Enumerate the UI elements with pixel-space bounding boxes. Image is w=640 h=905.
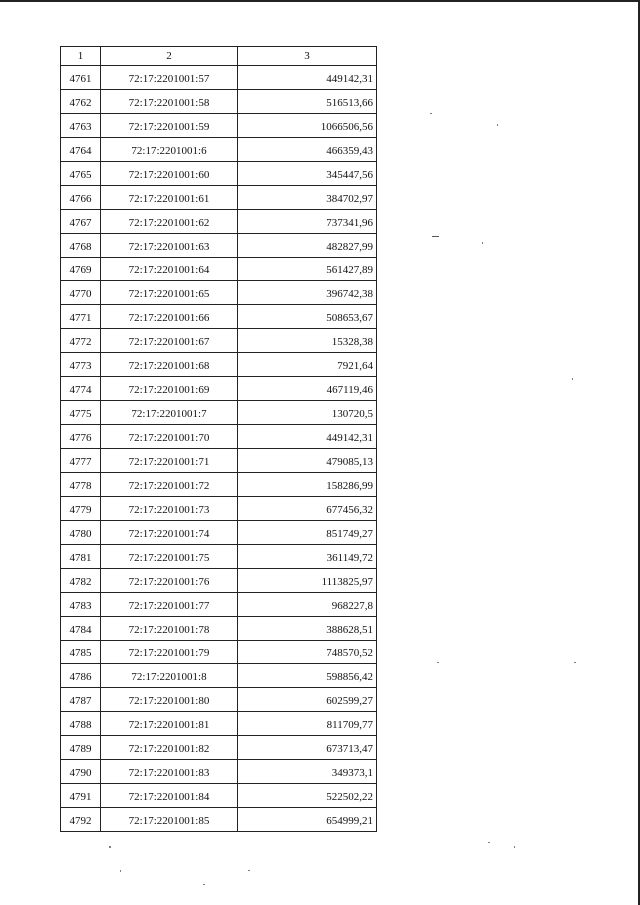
row-number-cell: 4787 [61, 688, 101, 712]
value-cell: 466359,43 [238, 137, 377, 161]
cadastral-number-cell: 72:17:2201001:57 [101, 66, 238, 90]
row-number-cell: 4779 [61, 496, 101, 520]
value-cell: 384702,97 [238, 185, 377, 209]
column-header-cadastral: 2 [101, 47, 238, 66]
row-number-cell: 4792 [61, 808, 101, 832]
scan-speck [248, 870, 250, 871]
row-number-cell: 4782 [61, 568, 101, 592]
scan-speck [572, 378, 573, 380]
table-row [61, 496, 377, 520]
cadastral-number-cell: 72:17:2201001:76 [101, 568, 238, 592]
value-cell: 851749,27 [238, 520, 377, 544]
value-cell: 673713,47 [238, 736, 377, 760]
table-row [61, 808, 377, 832]
table-row [61, 89, 377, 113]
scan-speck [574, 662, 576, 663]
value-cell: 345447,56 [238, 161, 377, 185]
table-row [61, 544, 377, 568]
row-number-cell: 4772 [61, 329, 101, 353]
row-number-cell: 4767 [61, 209, 101, 233]
scan-speck [514, 846, 515, 848]
value-cell: 811709,77 [238, 712, 377, 736]
row-number-cell: 4781 [61, 544, 101, 568]
scan-speck [432, 236, 439, 237]
value-cell: 15328,38 [238, 329, 377, 353]
row-number-cell: 4780 [61, 520, 101, 544]
cadastral-number-cell: 72:17:2201001:59 [101, 113, 238, 137]
cadastral-number-cell: 72:17:2201001:67 [101, 329, 238, 353]
cadastral-number-cell: 72:17:2201001:65 [101, 281, 238, 305]
value-cell: 388628,51 [238, 616, 377, 640]
cadastral-number-cell: 72:17:2201001:66 [101, 305, 238, 329]
row-number-cell: 4762 [61, 89, 101, 113]
value-cell: 654999,21 [238, 808, 377, 832]
cadastral-number-cell: 72:17:2201001:81 [101, 712, 238, 736]
scan-speck [497, 124, 498, 126]
scan-speck [109, 846, 111, 848]
table-row [61, 520, 377, 544]
row-number-cell: 4785 [61, 640, 101, 664]
row-number-cell: 4776 [61, 425, 101, 449]
value-cell: 508653,67 [238, 305, 377, 329]
cadastral-number-cell: 72:17:2201001:80 [101, 688, 238, 712]
scan-speck [430, 113, 432, 114]
row-number-cell: 4765 [61, 161, 101, 185]
scan-speck [437, 662, 439, 663]
value-cell: 602599,27 [238, 688, 377, 712]
table-row [61, 736, 377, 760]
cadastral-number-cell: 72:17:2201001:72 [101, 472, 238, 496]
table-row [61, 353, 377, 377]
value-cell: 1066506,56 [238, 113, 377, 137]
cadastral-number-cell: 72:17:2201001:82 [101, 736, 238, 760]
value-cell: 482827,99 [238, 233, 377, 257]
table-row [61, 233, 377, 257]
table-row [61, 664, 377, 688]
row-number-cell: 4777 [61, 449, 101, 473]
row-number-cell: 4778 [61, 472, 101, 496]
cadastral-number-cell: 72:17:2201001:61 [101, 185, 238, 209]
scan-speck [482, 242, 483, 244]
row-number-cell: 4763 [61, 113, 101, 137]
table-row [61, 640, 377, 664]
value-cell: 7921,64 [238, 353, 377, 377]
value-cell: 158286,99 [238, 472, 377, 496]
value-cell: 361149,72 [238, 544, 377, 568]
row-number-cell: 4791 [61, 784, 101, 808]
cadastral-number-cell: 72:17:2201001:71 [101, 449, 238, 473]
cadastral-number-cell: 72:17:2201001:70 [101, 425, 238, 449]
cadastral-number-cell: 72:17:2201001:85 [101, 808, 238, 832]
table-row [61, 113, 377, 137]
table-row [61, 401, 377, 425]
value-cell: 479085,13 [238, 449, 377, 473]
table-row [61, 185, 377, 209]
scan-top-border [0, 0, 640, 2]
cadastral-number-cell: 72:17:2201001:74 [101, 520, 238, 544]
value-cell: 1113825,97 [238, 568, 377, 592]
column-header-number: 1 [61, 47, 101, 66]
scan-speck [488, 842, 490, 843]
table-row [61, 137, 377, 161]
value-cell: 748570,52 [238, 640, 377, 664]
table-row [61, 688, 377, 712]
row-number-cell: 4764 [61, 137, 101, 161]
registry-table [60, 46, 377, 832]
value-cell: 516513,66 [238, 89, 377, 113]
table-row [61, 377, 377, 401]
row-number-cell: 4761 [61, 66, 101, 90]
table-row [61, 592, 377, 616]
table-row [61, 616, 377, 640]
cadastral-number-cell: 72:17:2201001:68 [101, 353, 238, 377]
row-number-cell: 4784 [61, 616, 101, 640]
row-number-cell: 4771 [61, 305, 101, 329]
value-cell: 598856,42 [238, 664, 377, 688]
row-number-cell: 4790 [61, 760, 101, 784]
cadastral-number-cell: 72:17:2201001:78 [101, 616, 238, 640]
table-row [61, 472, 377, 496]
cadastral-number-cell: 72:17:2201001:58 [101, 89, 238, 113]
cadastral-number-cell: 72:17:2201001:8 [101, 664, 238, 688]
row-number-cell: 4769 [61, 257, 101, 281]
table-header-row [61, 47, 377, 66]
table-row [61, 305, 377, 329]
table-row [61, 712, 377, 736]
table-row [61, 209, 377, 233]
cadastral-number-cell: 72:17:2201001:73 [101, 496, 238, 520]
value-cell: 968227,8 [238, 592, 377, 616]
table-row [61, 784, 377, 808]
table-row [61, 449, 377, 473]
value-cell: 396742,38 [238, 281, 377, 305]
value-cell: 130720,5 [238, 401, 377, 425]
cadastral-number-cell: 72:17:2201001:79 [101, 640, 238, 664]
row-number-cell: 4773 [61, 353, 101, 377]
cadastral-number-cell: 72:17:2201001:60 [101, 161, 238, 185]
column-header-value: 3 [238, 47, 377, 66]
cadastral-number-cell: 72:17:2201001:84 [101, 784, 238, 808]
row-number-cell: 4789 [61, 736, 101, 760]
value-cell: 737341,96 [238, 209, 377, 233]
table-row [61, 281, 377, 305]
row-number-cell: 4783 [61, 592, 101, 616]
row-number-cell: 4786 [61, 664, 101, 688]
row-number-cell: 4788 [61, 712, 101, 736]
cadastral-number-cell: 72:17:2201001:6 [101, 137, 238, 161]
table-body [61, 66, 377, 832]
table-row [61, 161, 377, 185]
row-number-cell: 4774 [61, 377, 101, 401]
table-row [61, 329, 377, 353]
value-cell: 561427,89 [238, 257, 377, 281]
cadastral-number-cell: 72:17:2201001:77 [101, 592, 238, 616]
cadastral-number-cell: 72:17:2201001:83 [101, 760, 238, 784]
value-cell: 449142,31 [238, 66, 377, 90]
row-number-cell: 4766 [61, 185, 101, 209]
value-cell: 449142,31 [238, 425, 377, 449]
scan-speck [203, 884, 205, 885]
cadastral-number-cell: 72:17:2201001:69 [101, 377, 238, 401]
table-row [61, 257, 377, 281]
table-row [61, 568, 377, 592]
value-cell: 349373,1 [238, 760, 377, 784]
cadastral-number-cell: 72:17:2201001:64 [101, 257, 238, 281]
value-cell: 522502,22 [238, 784, 377, 808]
cadastral-number-cell: 72:17:2201001:75 [101, 544, 238, 568]
table-row [61, 66, 377, 90]
row-number-cell: 4770 [61, 281, 101, 305]
scan-speck [120, 870, 121, 872]
value-cell: 467119,46 [238, 377, 377, 401]
row-number-cell: 4768 [61, 233, 101, 257]
row-number-cell: 4775 [61, 401, 101, 425]
cadastral-number-cell: 72:17:2201001:7 [101, 401, 238, 425]
cadastral-number-cell: 72:17:2201001:63 [101, 233, 238, 257]
value-cell: 677456,32 [238, 496, 377, 520]
table-row [61, 425, 377, 449]
table-row [61, 760, 377, 784]
cadastral-number-cell: 72:17:2201001:62 [101, 209, 238, 233]
